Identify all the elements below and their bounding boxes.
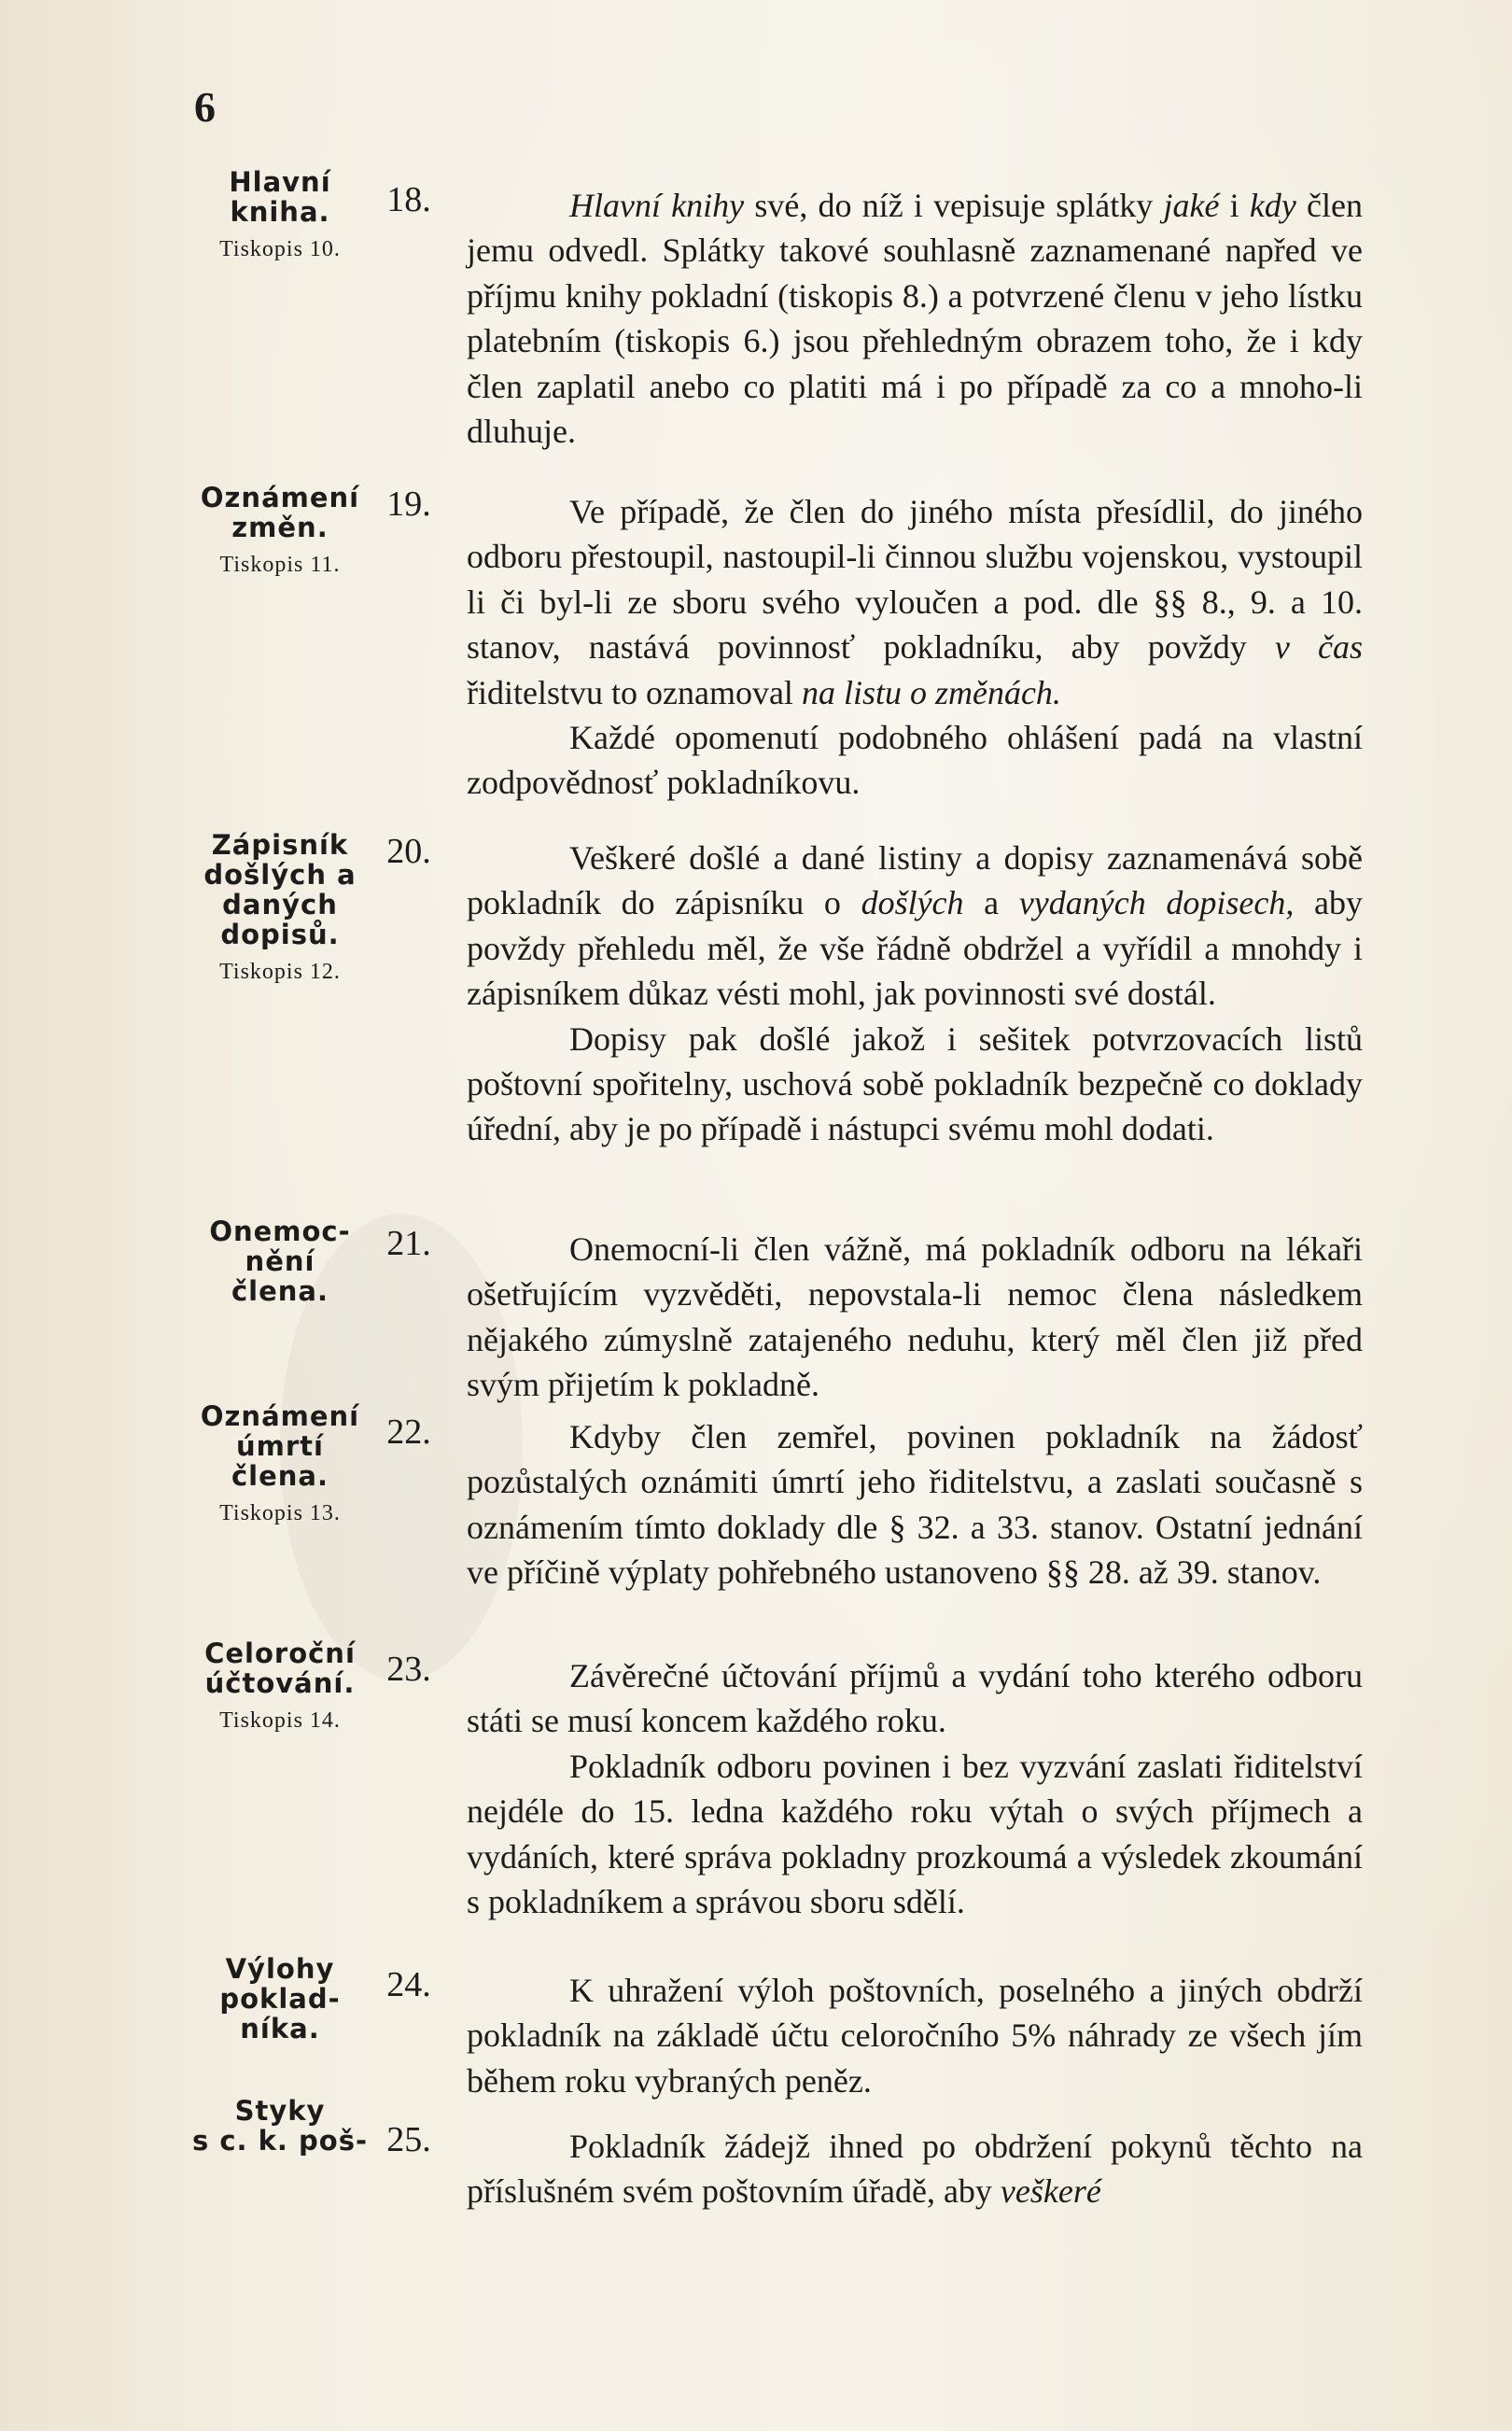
emphasized-text: kdy: [1249, 187, 1296, 224]
section-number: 25.: [386, 2120, 431, 2159]
text-run: Pokladník žádejž ihned po obdržení pokynů těchto na příslušném svém poštovním úřadě, aby: [467, 2128, 1363, 2211]
margin-form-reference: Tiskopis 13.: [219, 1500, 341, 1525]
section-body: [467, 489, 1363, 806]
section-number: 20.: [386, 832, 431, 871]
section-body: [467, 1968, 1363, 2103]
margin-form-reference: Tiskopis 11.: [219, 552, 341, 577]
emphasized-text: došlých: [861, 884, 964, 922]
text-run: i: [1219, 187, 1250, 224]
text-run: člen jemu odvedl. Splátky takové souhlasně zaznamenané napřed ve příjmu knihy pokladní (tiskopis 8.) a potvrzené členu v jeho lístku platebním (tiskopis 6.) jsou přehledným obrazem toho, že i kdy člen zaplatil anebo co platiti má i po případě za co a mnoho-li dluhuje.: [467, 187, 1363, 451]
section-number: 22.: [386, 1412, 431, 1452]
text-run: Závěrečné účtování příjmů a vydání toho kterého odboru státi se musí koncem každého roku.: [467, 1657, 1363, 1740]
text-run: své, do níž i vepisuje splátky: [744, 187, 1164, 224]
text-run: Každé opomenutí podobného ohlášení padá na vlastní zodpovědnosť pokladníkovu.: [467, 719, 1363, 802]
margin-title-line: Výlohy: [225, 1953, 335, 1985]
section-body: [467, 2124, 1363, 2214]
section-number: 18.: [386, 180, 431, 219]
page-number: 6: [194, 83, 216, 131]
section-number: 19.: [386, 485, 431, 524]
text-run: aby povždy přehledu měl, že vše řádně obdržel a vyřídil a mnohdy i zápisníkem důkaz vésti mohl, jak povinnosti své dostál.: [467, 884, 1364, 1013]
margin-title-line: daných: [222, 888, 338, 920]
margin-title-line: Oznámení: [200, 482, 360, 513]
margin-title-line: Oznámení: [200, 1400, 360, 1432]
margin-title-line: s c. k. poš-: [191, 2124, 369, 2157]
margin-title-line: poklad-: [219, 1982, 341, 2015]
margin-title-line: změn.: [231, 511, 329, 543]
section-number: 24.: [386, 1965, 431, 2004]
margin-form-reference: Tiskopis 10.: [219, 236, 341, 261]
section-number: 23.: [386, 1650, 431, 1689]
margin-title-line: dopisů.: [220, 918, 340, 950]
margin-title-line: Onemoc-: [209, 1216, 351, 1247]
margin-form-reference: Tiskopis 12.: [219, 959, 341, 984]
section-body: [467, 836, 1363, 1152]
margin-title-line: nění: [245, 1244, 315, 1277]
margin-title-line: níka.: [240, 2012, 320, 2045]
emphasized-text: v čas: [1274, 628, 1363, 667]
text-run: Dopisy pak došlé jakož i sešitek potvrzovacích listů poštovní spořitelny, uschová sobě pokladník bezpečně co doklady úřední, aby je po případě i nástupci svému mohl dodati.: [467, 1019, 1363, 1148]
margin-title-line: Hlavní: [229, 166, 331, 198]
emphasized-text: na listu o změnách.: [801, 673, 1061, 711]
text-run: Pokladník odboru povinen i bez vyzvání zaslati řiditelství nejdéle do 15. ledna každého roku výtah o svých příjmech a vydáních, které správa pokladny prozkoumá a výsledek zkoumání s pokladníkem a správou sboru sdělí.: [467, 1747, 1363, 1921]
paragraph: [467, 715, 1363, 806]
paragraph: [467, 1744, 1363, 1925]
paragraph: [467, 2124, 1363, 2214]
margin-title-line: člena.: [231, 1459, 329, 1492]
emphasized-text: Hlavní knihy: [569, 187, 745, 224]
text-run: Ve případě, že člen do jiného místa přesídlil, do jiného odboru přestoupil, nastoupil-li činnou službu vojenskou, vystoupil li či byl-li ze sboru svého vyloučen a pod. dle §§ 8., 9. a 10. stanov, nastává povinnosť pokladníku, aby povždy: [467, 493, 1363, 667]
emphasized-text: veškeré: [1000, 2172, 1101, 2211]
text-run: Onemocní-li člen vážně, má pokladník odboru na lékaři ošetřujícím vyzvěděti, nepovstala-li nemoc člena následkem nějakého zúmyslně zatajeného neduhu, který měl člen již před svým přijetím k pokladně.: [467, 1230, 1363, 1404]
paragraph: [467, 836, 1363, 1017]
paragraph: [467, 489, 1363, 715]
paragraph: [467, 1653, 1363, 1744]
section-body: [467, 1414, 1363, 1595]
margin-title-line: účtování.: [204, 1666, 356, 1699]
emphasized-text: vydaných dopisech,: [1018, 884, 1295, 922]
margin-title-line: Styky: [234, 2095, 326, 2127]
margin-form-reference: Tiskopis 14.: [219, 1707, 341, 1733]
margin-title-line: Zápisník: [211, 829, 349, 861]
text-run: a: [963, 884, 1019, 922]
section-body: [467, 183, 1363, 454]
paragraph: [467, 1414, 1363, 1595]
margin-title-line: došlých a: [203, 858, 357, 891]
margin-title-line: úmrtí: [236, 1429, 324, 1462]
paragraph: [467, 1968, 1363, 2103]
paragraph: [467, 1227, 1363, 1408]
section-body: [467, 1653, 1363, 1924]
margin-title-line: Celoroční: [204, 1637, 356, 1669]
margin-title-line: kniha.: [230, 195, 330, 228]
section-body: [467, 1227, 1363, 1408]
section-number: 21.: [386, 1224, 431, 1263]
paragraph: [467, 1017, 1363, 1152]
margin-title-line: člena.: [231, 1274, 329, 1307]
paragraph: [467, 183, 1363, 454]
text-run: Kdyby člen zemřel, povinen pokladník na žádosť pozůstalých oznámiti úmrtí jeho řiditelstvu, a zaslati současně s oznámením tímto doklady dle § 32. a 33. stanov. Ostatní jednání ve příčině výplaty pohřebného ustanoveno §§ 28. až 39. stanov.: [467, 1418, 1363, 1592]
text-run: řiditelstvu to oznamoval: [467, 673, 802, 711]
text-run: K uhražení výloh poštovních, poselného a jiných obdrží pokladník na základě účtu celoročního 5% náhrady ze všech jím během roku vybraných peněz.: [467, 1972, 1363, 2100]
emphasized-text: jaké: [1163, 187, 1220, 224]
text-run: Veškeré došlé a dané listiny a dopisy zaznamenává sobě pokladník do zápisníku o: [467, 839, 1363, 922]
